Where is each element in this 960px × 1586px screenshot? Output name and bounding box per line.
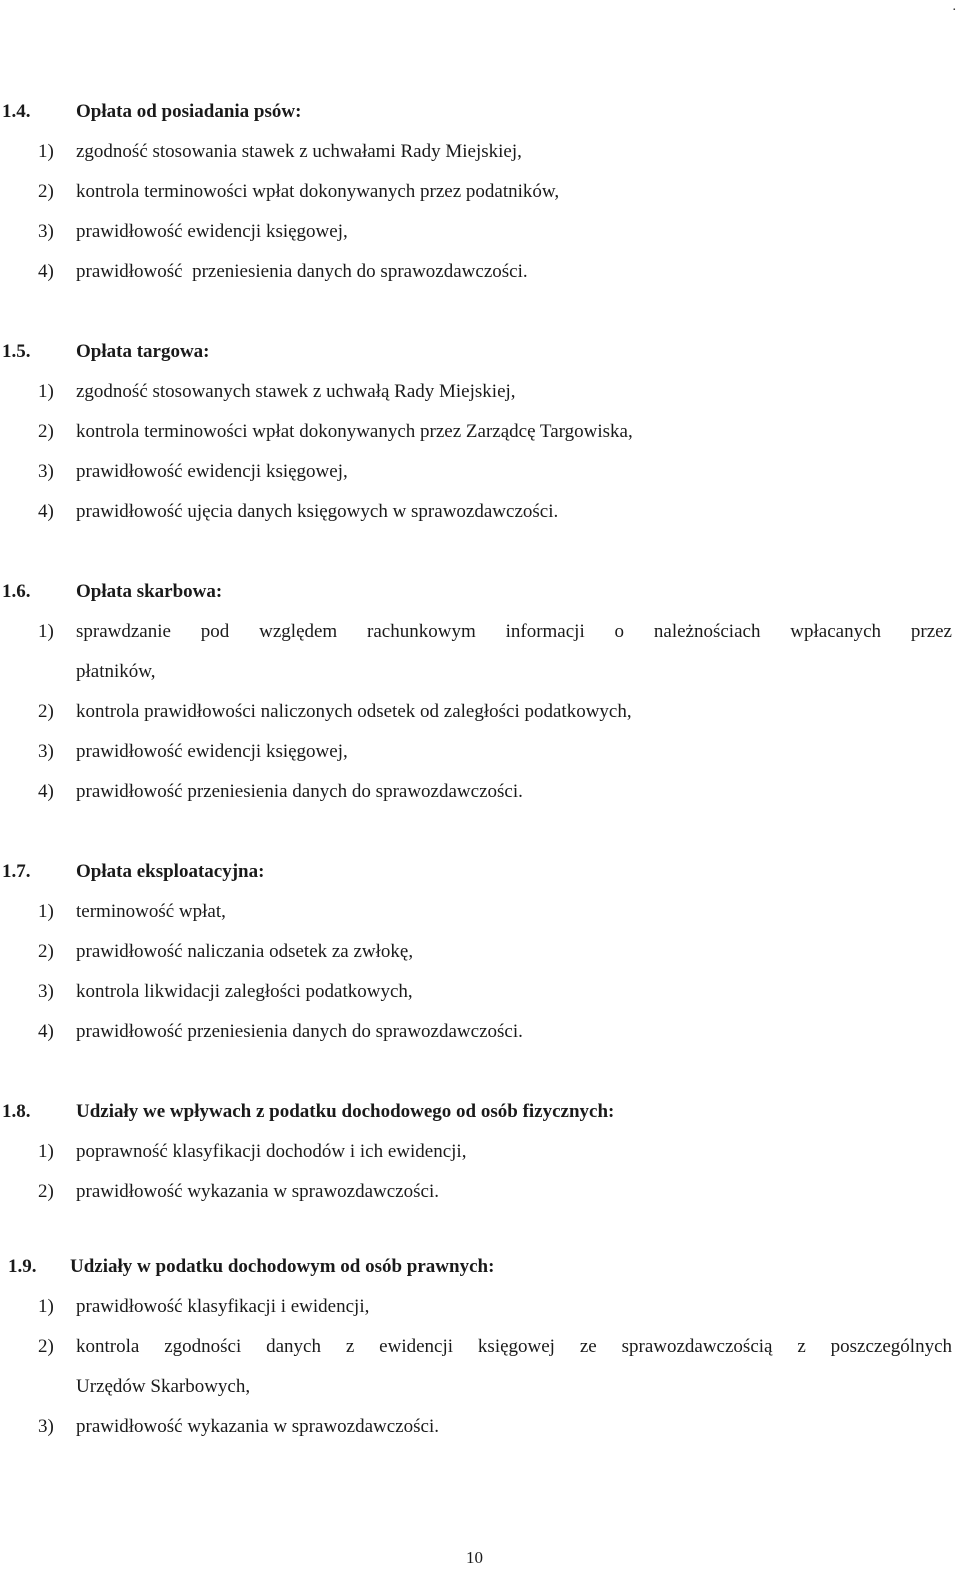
list-item-number: 3) <box>38 461 54 482</box>
list-item-number: 1) <box>38 1296 54 1317</box>
list-item-text: prawidłowość przeniesienia danych do sprawozdawczości. <box>76 781 523 802</box>
list-item-text: prawidłowość ujęcia danych księgowych w sprawozdawczości. <box>76 501 559 522</box>
list-item <box>0 892 960 932</box>
section-number: 1.7. <box>2 861 31 882</box>
list-item <box>0 1132 960 1172</box>
list-item-text: sprawdzanie pod względem rachunkowym informacji o należnościach wpłacanych przez <box>76 621 952 642</box>
list-item-number: 1) <box>38 901 54 922</box>
list-item-text: poprawność klasyfikacji dochodów i ich ewidencji, <box>76 1141 467 1162</box>
list-item <box>0 932 960 972</box>
section-title: Udziały we wpływach z podatku dochodowego od osób fizycznych: <box>76 1101 615 1122</box>
section-1-4 <box>0 92 960 292</box>
list-item-text: prawidłowość naliczania odsetek za zwłokę, <box>76 941 414 962</box>
list-item <box>0 972 960 1012</box>
section-number: 1.4. <box>2 101 31 122</box>
list-item-text: prawidłowość wykazania w sprawozdawczości. <box>76 1416 439 1437</box>
section-1-8 <box>0 1092 960 1212</box>
list-item-text: prawidłowość ewidencji księgowej, <box>76 741 348 762</box>
list-item-text: kontrola prawidłowości naliczonych odsetek od zaległości podatkowych, <box>76 701 632 722</box>
list-item <box>0 492 960 532</box>
list-item <box>0 1327 960 1367</box>
list-item-text: terminowość wpłat, <box>76 901 226 922</box>
list-item-continuation <box>0 1367 960 1407</box>
list-item-number: 2) <box>38 1336 54 1357</box>
section-1-5 <box>0 332 960 532</box>
list-item-number: 2) <box>38 421 54 442</box>
list-item-text: prawidłowość przeniesienia danych do sprawozdawczości. <box>76 261 528 282</box>
section-number: 1.5. <box>2 341 31 362</box>
section-title: Udziały w podatku dochodowym od osób prawnych: <box>70 1256 495 1277</box>
list-item-text: kontrola zgodności danych z ewidencji księgowej ze sprawozdawczością z poszczególnych <box>76 1336 952 1357</box>
section-heading <box>0 1092 960 1132</box>
section-heading <box>0 92 960 132</box>
section-title: Opłata eksploatacyjna: <box>76 861 265 882</box>
list-item-number: 4) <box>38 261 54 282</box>
list-item <box>0 452 960 492</box>
list-item <box>0 692 960 732</box>
list-item <box>0 412 960 452</box>
list-item <box>0 132 960 172</box>
list-item-text: prawidłowość ewidencji księgowej, <box>76 461 348 482</box>
section-heading <box>0 572 960 612</box>
section-number: 1.8. <box>2 1101 31 1122</box>
list-item-text: zgodność stosowanych stawek z uchwałą Rady Miejskiej, <box>76 381 516 402</box>
list-item-number: 1) <box>38 381 54 402</box>
list-item-number: 3) <box>38 741 54 762</box>
list-item-text: zgodność stosowania stawek z uchwałami Rady Miejskiej, <box>76 141 522 162</box>
list-item-text: kontrola likwidacji zaległości podatkowych, <box>76 981 413 1002</box>
list-item-number: 3) <box>38 221 54 242</box>
list-item-number: 4) <box>38 781 54 802</box>
list-item-text: kontrola terminowości wpłat dokonywanych przez Zarządcę Targowiska, <box>76 421 633 442</box>
list-item <box>0 1172 960 1212</box>
list-item <box>0 372 960 412</box>
list-item-text: prawidłowość wykazania w sprawozdawczości. <box>76 1181 439 1202</box>
list-item <box>0 1407 960 1447</box>
section-heading <box>0 1247 960 1287</box>
list-item <box>0 1287 960 1327</box>
page-number-text: 10 <box>466 1548 483 1567</box>
section-title: Opłata targowa: <box>76 341 210 362</box>
list-item-number: 1) <box>38 621 54 642</box>
section-heading <box>0 332 960 372</box>
list-item <box>0 612 960 652</box>
section-title: Opłata skarbowa: <box>76 581 223 602</box>
list-item-number: 2) <box>38 701 54 722</box>
list-item-text: kontrola terminowości wpłat dokonywanych przez podatników, <box>76 181 560 202</box>
list-item-text-continued: płatników, <box>76 661 156 682</box>
section-number: 1.6. <box>2 581 31 602</box>
list-item <box>0 1012 960 1052</box>
corner-mark: . <box>952 0 956 14</box>
list-item-number: 3) <box>38 981 54 1002</box>
list-item <box>0 732 960 772</box>
list-item <box>0 212 960 252</box>
list-item-number: 3) <box>38 1416 54 1437</box>
list-item-number: 1) <box>38 141 54 162</box>
list-item-text-continued: Urzędów Skarbowych, <box>76 1376 251 1397</box>
section-heading <box>0 852 960 892</box>
list-item-number: 1) <box>38 1141 54 1162</box>
section-1-6 <box>0 572 960 812</box>
section-number: 1.9. <box>8 1256 37 1277</box>
list-item <box>0 772 960 812</box>
list-item-number: 2) <box>38 1181 54 1202</box>
list-item-text: prawidłowość przeniesienia danych do sprawozdawczości. <box>76 1021 523 1042</box>
section-title: Opłata od posiadania psów: <box>76 101 302 122</box>
list-item-number: 4) <box>38 1021 54 1042</box>
list-item-continuation <box>0 652 960 692</box>
list-item <box>0 252 960 292</box>
list-item-number: 2) <box>38 181 54 202</box>
list-item <box>0 172 960 212</box>
list-item-number: 2) <box>38 941 54 962</box>
list-item-text: prawidłowość ewidencji księgowej, <box>76 221 348 242</box>
section-1-9 <box>0 1247 960 1447</box>
list-item-text: prawidłowość klasyfikacji i ewidencji, <box>76 1296 370 1317</box>
list-item-number: 4) <box>38 501 54 522</box>
section-1-7 <box>0 852 960 1052</box>
